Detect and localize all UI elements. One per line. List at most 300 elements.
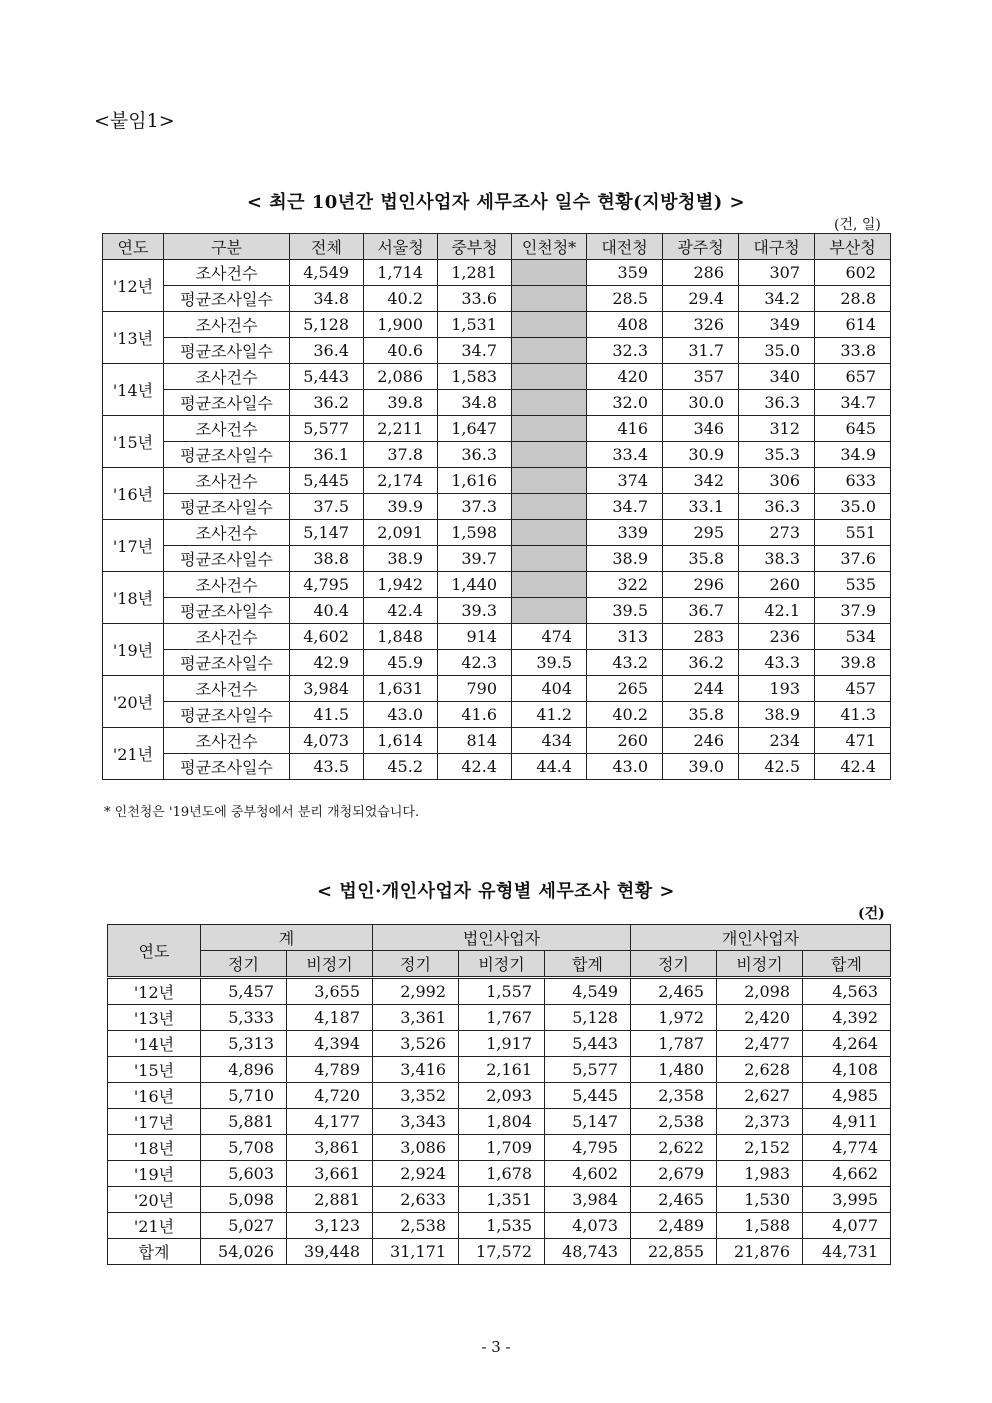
value-cell: 3,861 <box>287 1135 373 1161</box>
value-cell: 33.4 <box>587 442 663 468</box>
year-cell: '17년 <box>108 1109 201 1135</box>
value-cell: 193 <box>739 676 815 702</box>
table-row <box>108 1083 891 1109</box>
value-cell: 39.0 <box>663 754 739 780</box>
row-label-cell: 조사건수 <box>164 364 290 390</box>
value-cell: 602 <box>815 260 891 286</box>
row-label-cell: 조사건수 <box>164 624 290 650</box>
group-header-corporate: 법인사업자 <box>373 925 631 951</box>
value-cell: 39.8 <box>364 390 438 416</box>
value-cell: 4,774 <box>803 1135 891 1161</box>
value-cell: 1,942 <box>364 572 438 598</box>
value-cell: 37.5 <box>290 494 364 520</box>
value-cell: 31.7 <box>663 338 739 364</box>
value-cell: 306 <box>739 468 815 494</box>
value-cell: 2,465 <box>631 1187 717 1213</box>
value-cell: 416 <box>587 416 663 442</box>
value-cell: 3,352 <box>373 1083 459 1109</box>
value-cell: 2,174 <box>364 468 438 494</box>
table2-subheader-cell: 합계 <box>545 951 631 978</box>
table1-header-cell: 연도 <box>103 234 164 260</box>
value-cell: 1,614 <box>364 728 438 754</box>
value-cell: 34.2 <box>739 286 815 312</box>
value-cell: 37.3 <box>438 494 512 520</box>
year-cell: '20년 <box>108 1187 201 1213</box>
regional-audit-days-table <box>102 233 891 780</box>
value-cell: 346 <box>663 416 739 442</box>
table-row <box>103 338 891 364</box>
value-cell: 4,795 <box>545 1135 631 1161</box>
row-label-cell: 평균조사일수 <box>164 598 290 624</box>
year-cell: '19년 <box>103 624 164 676</box>
value-cell: 2,633 <box>373 1187 459 1213</box>
shaded-empty-cell <box>512 364 587 390</box>
value-cell: 2,086 <box>364 364 438 390</box>
value-cell: 357 <box>663 364 739 390</box>
value-cell: 814 <box>438 728 512 754</box>
row-label-cell: 조사건수 <box>164 572 290 598</box>
value-cell: 2,679 <box>631 1161 717 1187</box>
value-cell: 4,662 <box>803 1161 891 1187</box>
table2-group-header-row <box>108 925 891 951</box>
attachment-label: <붙임1> <box>94 110 175 132</box>
shaded-empty-cell <box>512 338 587 364</box>
value-cell: 30.9 <box>663 442 739 468</box>
value-cell: 41.3 <box>815 702 891 728</box>
value-cell: 2,420 <box>717 1005 803 1031</box>
value-cell: 260 <box>587 728 663 754</box>
table-row <box>103 572 891 598</box>
value-cell: 2,211 <box>364 416 438 442</box>
year-cell: '13년 <box>103 312 164 364</box>
value-cell: 260 <box>739 572 815 598</box>
table-row <box>108 1057 891 1083</box>
value-cell: 4,108 <box>803 1057 891 1083</box>
value-cell: 1,530 <box>717 1187 803 1213</box>
value-cell: 1,598 <box>438 520 512 546</box>
value-cell: 5,443 <box>290 364 364 390</box>
value-cell: 1,480 <box>631 1057 717 1083</box>
value-cell: 42.4 <box>364 598 438 624</box>
table2-subheader-cell: 정기 <box>201 951 287 978</box>
table1-header-cell: 구분 <box>164 234 290 260</box>
value-cell: 3,984 <box>290 676 364 702</box>
table1-header-cell: 인천청* <box>512 234 587 260</box>
value-cell: 1,616 <box>438 468 512 494</box>
table-row <box>103 494 891 520</box>
value-cell: 2,924 <box>373 1161 459 1187</box>
value-cell: 471 <box>815 728 891 754</box>
value-cell: 408 <box>587 312 663 338</box>
table-row <box>103 520 891 546</box>
row-label-cell: 평균조사일수 <box>164 390 290 416</box>
value-cell: 33.6 <box>438 286 512 312</box>
value-cell: 5,445 <box>545 1083 631 1109</box>
value-cell: 35.8 <box>663 546 739 572</box>
year-cell: '18년 <box>103 572 164 624</box>
table2-subheader-cell: 합계 <box>803 951 891 978</box>
table-row <box>108 1005 891 1031</box>
value-cell: 34.9 <box>815 442 891 468</box>
value-cell: 1,647 <box>438 416 512 442</box>
value-cell: 2,152 <box>717 1135 803 1161</box>
table-row <box>103 312 891 338</box>
value-cell: 34.8 <box>290 286 364 312</box>
table2-title: < 법인·개인사업자 유형별 세무조사 현황 > <box>317 881 675 902</box>
value-cell: 5,128 <box>545 1005 631 1031</box>
year-cell: 합계 <box>108 1239 201 1265</box>
value-cell: 1,281 <box>438 260 512 286</box>
value-cell: 5,147 <box>545 1109 631 1135</box>
value-cell: 2,881 <box>287 1187 373 1213</box>
value-cell: 340 <box>739 364 815 390</box>
value-cell: 3,416 <box>373 1057 459 1083</box>
value-cell: 273 <box>739 520 815 546</box>
value-cell: 39.9 <box>364 494 438 520</box>
table-row <box>103 260 891 286</box>
table1-header-cell: 전체 <box>290 234 364 260</box>
table-row <box>103 442 891 468</box>
table1-unit: (건, 일) <box>834 217 881 233</box>
value-cell: 5,313 <box>201 1031 287 1057</box>
value-cell: 1,678 <box>459 1161 545 1187</box>
value-cell: 38.9 <box>739 702 815 728</box>
value-cell: 246 <box>663 728 739 754</box>
value-cell: 40.6 <box>364 338 438 364</box>
year-cell: '18년 <box>108 1135 201 1161</box>
value-cell: 265 <box>587 676 663 702</box>
value-cell: 326 <box>663 312 739 338</box>
table-row <box>103 598 891 624</box>
value-cell: 1,535 <box>459 1213 545 1239</box>
value-cell: 2,373 <box>717 1109 803 1135</box>
row-label-cell: 조사건수 <box>164 260 290 286</box>
value-cell: 2,622 <box>631 1135 717 1161</box>
value-cell: 614 <box>815 312 891 338</box>
value-cell: 4,077 <box>803 1213 891 1239</box>
value-cell: 1,848 <box>364 624 438 650</box>
value-cell: 45.2 <box>364 754 438 780</box>
group-header-total: 계 <box>201 925 373 951</box>
value-cell: 5,710 <box>201 1083 287 1109</box>
year-cell: '15년 <box>108 1057 201 1083</box>
value-cell: 1,557 <box>459 978 545 1005</box>
value-cell: 4,549 <box>290 260 364 286</box>
value-cell: 1,531 <box>438 312 512 338</box>
value-cell: 349 <box>739 312 815 338</box>
value-cell: 657 <box>815 364 891 390</box>
row-label-cell: 평균조사일수 <box>164 754 290 780</box>
group-header-individual: 개인사업자 <box>631 925 891 951</box>
value-cell: 5,445 <box>290 468 364 494</box>
value-cell: 359 <box>587 260 663 286</box>
value-cell: 38.3 <box>739 546 815 572</box>
shaded-empty-cell <box>512 546 587 572</box>
value-cell: 43.0 <box>587 754 663 780</box>
table2-year-header: 연도 <box>108 925 201 978</box>
table-row <box>108 1031 891 1057</box>
row-label-cell: 평균조사일수 <box>164 442 290 468</box>
row-label-cell: 평균조사일수 <box>164 286 290 312</box>
value-cell: 404 <box>512 676 587 702</box>
row-label-cell: 평균조사일수 <box>164 546 290 572</box>
value-cell: 4,264 <box>803 1031 891 1057</box>
shaded-empty-cell <box>512 572 587 598</box>
value-cell: 236 <box>739 624 815 650</box>
value-cell: 3,343 <box>373 1109 459 1135</box>
value-cell: 4,985 <box>803 1083 891 1109</box>
year-cell: '12년 <box>108 978 201 1005</box>
value-cell: 31,171 <box>373 1239 459 1265</box>
value-cell: 3,086 <box>373 1135 459 1161</box>
value-cell: 322 <box>587 572 663 598</box>
value-cell: 286 <box>663 260 739 286</box>
value-cell: 1,351 <box>459 1187 545 1213</box>
value-cell: 551 <box>815 520 891 546</box>
value-cell: 5,603 <box>201 1161 287 1187</box>
table1-title: < 최근 10년간 법인사업자 세무조사 일수 현황(지방청별) > <box>246 192 746 213</box>
shaded-empty-cell <box>512 520 587 546</box>
year-cell: '17년 <box>103 520 164 572</box>
table-row <box>103 286 891 312</box>
table2-unit: (건) <box>858 906 885 922</box>
value-cell: 2,161 <box>459 1057 545 1083</box>
value-cell: 2,538 <box>631 1109 717 1135</box>
value-cell: 37.6 <box>815 546 891 572</box>
value-cell: 42.9 <box>290 650 364 676</box>
value-cell: 283 <box>663 624 739 650</box>
value-cell: 914 <box>438 624 512 650</box>
value-cell: 42.1 <box>739 598 815 624</box>
value-cell: 33.8 <box>815 338 891 364</box>
value-cell: 2,091 <box>364 520 438 546</box>
page-number: - 3 - <box>481 1338 511 1356</box>
value-cell: 44.4 <box>512 754 587 780</box>
value-cell: 1,900 <box>364 312 438 338</box>
value-cell: 42.4 <box>438 754 512 780</box>
shaded-empty-cell <box>512 390 587 416</box>
value-cell: 39.5 <box>587 598 663 624</box>
year-cell: '19년 <box>108 1161 201 1187</box>
value-cell: 36.1 <box>290 442 364 468</box>
value-cell: 3,984 <box>545 1187 631 1213</box>
table1-header-cell: 광주청 <box>663 234 739 260</box>
value-cell: 420 <box>587 364 663 390</box>
value-cell: 1,588 <box>717 1213 803 1239</box>
value-cell: 2,628 <box>717 1057 803 1083</box>
value-cell: 32.0 <box>587 390 663 416</box>
value-cell: 534 <box>815 624 891 650</box>
value-cell: 313 <box>587 624 663 650</box>
value-cell: 1,631 <box>364 676 438 702</box>
value-cell: 645 <box>815 416 891 442</box>
year-cell: '14년 <box>108 1031 201 1057</box>
year-cell: '14년 <box>103 364 164 416</box>
value-cell: 35.3 <box>739 442 815 468</box>
value-cell: 32.3 <box>587 338 663 364</box>
value-cell: 5,577 <box>290 416 364 442</box>
value-cell: 3,123 <box>287 1213 373 1239</box>
row-label-cell: 조사건수 <box>164 468 290 494</box>
value-cell: 296 <box>663 572 739 598</box>
value-cell: 33.1 <box>663 494 739 520</box>
value-cell: 2,489 <box>631 1213 717 1239</box>
table-row <box>108 1239 891 1265</box>
value-cell: 40.2 <box>587 702 663 728</box>
table-row <box>103 416 891 442</box>
value-cell: 39.5 <box>512 650 587 676</box>
table-row <box>108 1135 891 1161</box>
table2-subheader-cell: 정기 <box>631 951 717 978</box>
value-cell: 28.8 <box>815 286 891 312</box>
value-cell: 36.3 <box>739 390 815 416</box>
value-cell: 36.2 <box>663 650 739 676</box>
shaded-empty-cell <box>512 416 587 442</box>
value-cell: 1,440 <box>438 572 512 598</box>
value-cell: 474 <box>512 624 587 650</box>
value-cell: 36.4 <box>290 338 364 364</box>
row-label-cell: 평균조사일수 <box>164 494 290 520</box>
value-cell: 48,743 <box>545 1239 631 1265</box>
value-cell: 457 <box>815 676 891 702</box>
year-cell: '13년 <box>108 1005 201 1031</box>
table-row <box>103 728 891 754</box>
value-cell: 34.7 <box>438 338 512 364</box>
value-cell: 4,394 <box>287 1031 373 1057</box>
value-cell: 34.7 <box>815 390 891 416</box>
table2-subheader-cell: 비정기 <box>717 951 803 978</box>
table1-header-row <box>103 234 891 260</box>
table-row <box>108 978 891 1005</box>
value-cell: 5,128 <box>290 312 364 338</box>
table1-header-cell: 서울청 <box>364 234 438 260</box>
value-cell: 38.9 <box>364 546 438 572</box>
value-cell: 4,795 <box>290 572 364 598</box>
value-cell: 34.8 <box>438 390 512 416</box>
value-cell: 35.0 <box>815 494 891 520</box>
value-cell: 342 <box>663 468 739 494</box>
value-cell: 38.9 <box>587 546 663 572</box>
value-cell: 40.2 <box>364 286 438 312</box>
year-cell: '21년 <box>108 1213 201 1239</box>
value-cell: 39.8 <box>815 650 891 676</box>
value-cell: 295 <box>663 520 739 546</box>
value-cell: 29.4 <box>663 286 739 312</box>
value-cell: 3,661 <box>287 1161 373 1187</box>
value-cell: 234 <box>739 728 815 754</box>
value-cell: 1,767 <box>459 1005 545 1031</box>
value-cell: 1,787 <box>631 1031 717 1057</box>
value-cell: 36.3 <box>739 494 815 520</box>
value-cell: 3,526 <box>373 1031 459 1057</box>
table-row <box>108 1161 891 1187</box>
value-cell: 5,577 <box>545 1057 631 1083</box>
value-cell: 36.3 <box>438 442 512 468</box>
value-cell: 307 <box>739 260 815 286</box>
value-cell: 43.2 <box>587 650 663 676</box>
value-cell: 5,443 <box>545 1031 631 1057</box>
year-cell: '12년 <box>103 260 164 312</box>
value-cell: 30.0 <box>663 390 739 416</box>
value-cell: 4,177 <box>287 1109 373 1135</box>
value-cell: 1,804 <box>459 1109 545 1135</box>
table-row <box>108 1109 891 1135</box>
row-label-cell: 평균조사일수 <box>164 338 290 364</box>
row-label-cell: 조사건수 <box>164 676 290 702</box>
value-cell: 54,026 <box>201 1239 287 1265</box>
value-cell: 35.0 <box>739 338 815 364</box>
value-cell: 4,789 <box>287 1057 373 1083</box>
value-cell: 21,876 <box>717 1239 803 1265</box>
value-cell: 43.3 <box>739 650 815 676</box>
value-cell: 36.7 <box>663 598 739 624</box>
shaded-empty-cell <box>512 468 587 494</box>
value-cell: 4,073 <box>290 728 364 754</box>
value-cell: 37.8 <box>364 442 438 468</box>
value-cell: 4,602 <box>545 1161 631 1187</box>
value-cell: 5,027 <box>201 1213 287 1239</box>
value-cell: 4,549 <box>545 978 631 1005</box>
table-row <box>103 702 891 728</box>
value-cell: 45.9 <box>364 650 438 676</box>
table2-subheader-cell: 정기 <box>373 951 459 978</box>
row-label-cell: 평균조사일수 <box>164 702 290 728</box>
value-cell: 5,457 <box>201 978 287 1005</box>
value-cell: 4,563 <box>803 978 891 1005</box>
value-cell: 42.5 <box>739 754 815 780</box>
year-cell: '15년 <box>103 416 164 468</box>
value-cell: 5,881 <box>201 1109 287 1135</box>
row-label-cell: 조사건수 <box>164 520 290 546</box>
value-cell: 41.6 <box>438 702 512 728</box>
value-cell: 42.4 <box>815 754 891 780</box>
value-cell: 4,187 <box>287 1005 373 1031</box>
table2-subheader-cell: 비정기 <box>287 951 373 978</box>
table-row <box>103 624 891 650</box>
shaded-empty-cell <box>512 494 587 520</box>
value-cell: 38.8 <box>290 546 364 572</box>
value-cell: 3,655 <box>287 978 373 1005</box>
value-cell: 4,911 <box>803 1109 891 1135</box>
value-cell: 5,098 <box>201 1187 287 1213</box>
table-row <box>108 1187 891 1213</box>
value-cell: 2,992 <box>373 978 459 1005</box>
year-cell: '16년 <box>108 1083 201 1109</box>
value-cell: 434 <box>512 728 587 754</box>
table-row <box>103 546 891 572</box>
shaded-empty-cell <box>512 312 587 338</box>
table1-header-cell: 대구청 <box>739 234 815 260</box>
value-cell: 4,896 <box>201 1057 287 1083</box>
table-row <box>103 390 891 416</box>
value-cell: 39.7 <box>438 546 512 572</box>
value-cell: 39.3 <box>438 598 512 624</box>
value-cell: 2,538 <box>373 1213 459 1239</box>
value-cell: 5,147 <box>290 520 364 546</box>
table1-header-cell: 대전청 <box>587 234 663 260</box>
table-row <box>103 676 891 702</box>
table-row <box>108 1213 891 1239</box>
value-cell: 2,477 <box>717 1031 803 1057</box>
value-cell: 36.2 <box>290 390 364 416</box>
value-cell: 41.5 <box>290 702 364 728</box>
row-label-cell: 평균조사일수 <box>164 650 290 676</box>
value-cell: 2,098 <box>717 978 803 1005</box>
value-cell: 39,448 <box>287 1239 373 1265</box>
table1-footnote: * 인천청은 '19년도에 중부청에서 분리 개청되었습니다. <box>104 805 420 820</box>
value-cell: 1,983 <box>717 1161 803 1187</box>
value-cell: 1,972 <box>631 1005 717 1031</box>
